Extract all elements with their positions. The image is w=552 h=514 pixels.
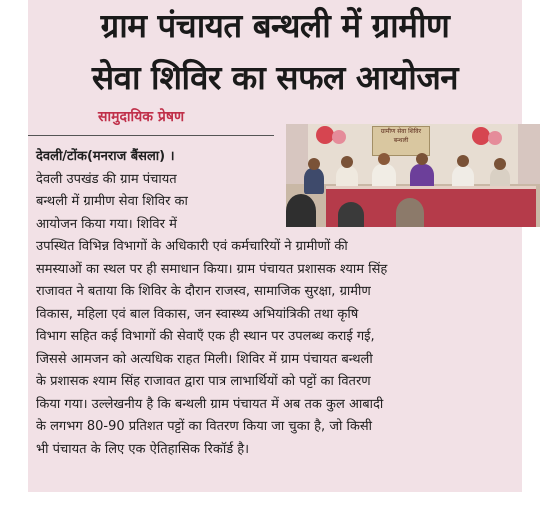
article-line: उपस्थित विभिन्न विभागों के अधिकारी एवं कर्मचारियों ने ग्रामीणों की — [36, 239, 348, 254]
banner-line-1: ग्रामीण सेवा शिविर — [380, 128, 422, 135]
newspaper-clipping — [28, 0, 522, 492]
official-head — [378, 153, 390, 165]
audience-figure — [396, 198, 424, 227]
article-line: जिससे आमजन को अत्यधिक राहत मिली। शिविर में ग्राम पंचायत बन्थली — [36, 351, 373, 367]
photo-curtain-right — [518, 124, 540, 184]
article-intro — [36, 146, 276, 236]
camp-photo — [286, 124, 540, 227]
dateline: देवली/टोंक(मनराज बैंसला) । — [36, 149, 175, 164]
official-head — [457, 155, 469, 167]
article-line: समस्याओं का स्थल पर ही समाधान किया। ग्राम पंचायत प्रशासक श्याम सिंह — [36, 261, 388, 277]
camp-banner — [372, 126, 430, 156]
official-head — [416, 153, 428, 165]
article-line: विभाग सहित कई विभागों की सेवाएँ एक ही स्थान पर उपलब्ध कराई गई, — [36, 329, 375, 344]
official-head — [308, 158, 320, 170]
article-line: आयोजन किया गया। शिविर में — [36, 216, 177, 232]
official-head — [341, 156, 353, 168]
official-head — [494, 158, 506, 170]
article-line: भी पंचायत के लिए एक ऐतिहासिक रिकॉर्ड है। — [36, 441, 250, 457]
article-line: के लगभग 80-90 प्रतिशत पट्टों का वितरण किया जा चुका है, जो किसी — [36, 419, 372, 434]
article-line: राजावत ने बताया कि शिविर के दौरान राजस्व, सामाजिक सुरक्षा, ग्रामीण — [36, 284, 371, 299]
official-figure — [304, 168, 324, 194]
article-body — [36, 236, 516, 461]
article-line: विकास, महिला एवं बाल विकास, जन स्वास्थ्य अभियांत्रिकी तथा कृषि — [36, 306, 359, 322]
article-line: के प्रशासक श्याम सिंह राजावत द्वारा पात्र लाभार्थियों को पट्टों का वितरण — [36, 374, 371, 389]
balloon-decoration — [332, 130, 346, 144]
byline: सामुदायिक प्रेषण — [98, 109, 185, 125]
headline-line-1: ग्राम पंचायत बन्थली में ग्रामीण — [100, 6, 450, 45]
article-line: बन्थली में ग्रामीण सेवा शिविर का — [36, 194, 188, 209]
audience-figure — [286, 194, 316, 227]
article-line: किया गया। उल्लेखनीय है कि बन्थली ग्राम पंचायत में अब तक कुल आबादी — [36, 396, 384, 412]
headline-line-2: सेवा शिविर का सफल आयोजन — [91, 58, 459, 97]
article-line: देवली उपखंड की ग्राम पंचायत — [36, 171, 177, 187]
byline-rule — [28, 135, 274, 136]
banner-line-2: बन्थली — [393, 137, 409, 144]
balloon-decoration — [488, 131, 502, 145]
audience-figure — [338, 202, 364, 227]
